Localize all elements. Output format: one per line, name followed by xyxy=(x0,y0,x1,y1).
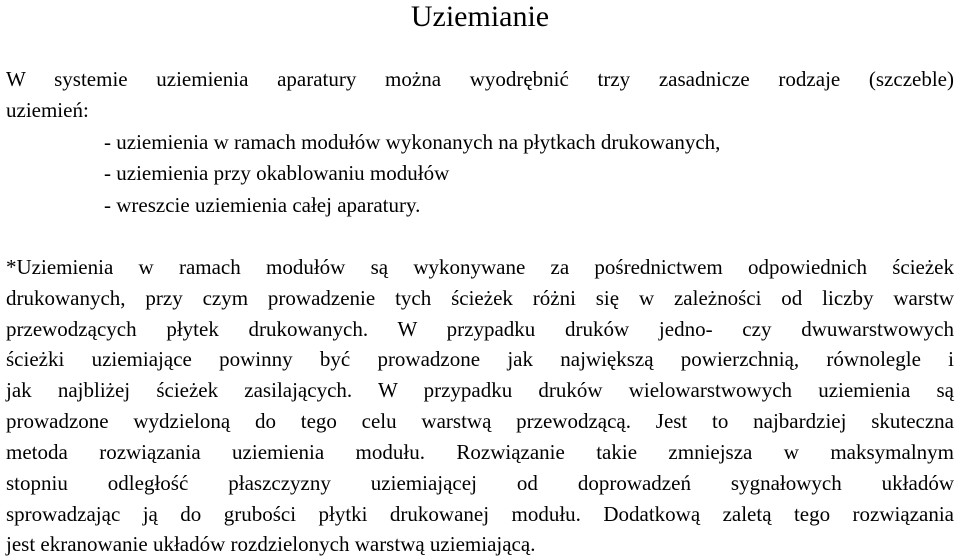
page-title: Uziemianie xyxy=(410,0,550,33)
paragraph-line: *Uziemienia w ramach modułów są wykonywane za pośrednictwem odpowiednich ścieżek xyxy=(6,255,954,279)
list-item: - wreszcie uziemienia całej aparatury. xyxy=(104,193,421,217)
paragraph-line: jak najbliżej ścieżek zasilających. W przypadku druków wielowarstwowych uziemienia są xyxy=(6,378,954,402)
paragraph-line: prowadzone wydzieloną do tego celu warstwą przewodzącą. Jest to najbardziej skuteczna xyxy=(6,409,954,433)
list-item: - uziemienia w ramach modułów wykonanych na płytkach drukowanych, xyxy=(104,130,721,154)
paragraph-line: stopniu odległość płaszczyzny uziemiającej od doprowadzeń sygnałowych układów xyxy=(6,471,954,495)
paragraph-line: sprowadzając ją do grubości płytki drukowanej modułu. Dodatkową zaletą tego rozwiązania xyxy=(6,502,954,526)
paragraph-line: metoda rozwiązania uziemienia modułu. Rozwiązanie takie zmniejsza w maksymalnym xyxy=(6,440,954,464)
list-item: - uziemienia przy okablowaniu modułów xyxy=(104,161,450,185)
intro-line-1: W systemie uziemienia aparatury można wyodrębnić trzy zasadnicze rodzaje (szczeble) xyxy=(6,67,954,91)
paragraph-line: jest ekranowanie układów rozdzielonych warstwą uziemiającą. xyxy=(6,532,536,556)
paragraph-line: drukowanych, przy czym prowadzenie tych ścieżek różni się w zależności od liczby warstw xyxy=(6,286,954,310)
paragraph-line: ścieżki uziemiające powinny być prowadzone jak największą powierzchnią, równolegle i xyxy=(6,347,954,371)
intro-line-2: uziemień: xyxy=(6,98,89,122)
paragraph-line: przewodzących płytek drukowanych. W przypadku druków jedno- czy dwuwarstwowych xyxy=(6,317,954,341)
